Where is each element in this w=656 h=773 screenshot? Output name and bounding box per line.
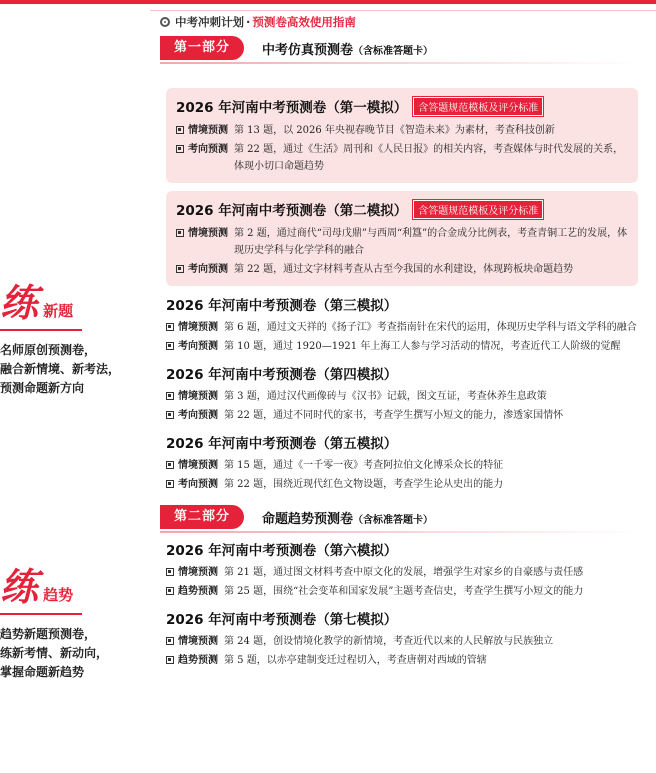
paper-block [166,363,638,424]
paper-item [166,652,638,669]
item-label-text: 考向预测 [188,144,228,155]
item-label [176,261,228,278]
item-text: 第 22 题，通过不同时代的家书，考查学生撰写小短文的能力，渗透家国情怀 [224,410,564,421]
top-red-bar [0,0,656,4]
item-label [166,319,218,336]
part-note: （含标准答题卡） [353,514,434,526]
paper-title [176,96,628,116]
item-label [166,652,218,669]
plan-subtitle: 预测卷高效使用指南 [252,15,356,29]
part-note: （含标准答题卡） [353,45,434,57]
sidebar-line: 融合新情境、新考法， [0,362,121,376]
item-label-text: 趋势预测 [178,586,218,597]
item-text: 第 5 题，以赤亭建制变迁过程切入，考查唐朝对西域的管辖 [224,655,487,666]
main-content [160,14,640,671]
square-bullet-icon [166,323,174,331]
part-label: 第一部分 [160,36,244,60]
square-bullet-icon [166,342,174,350]
square-bullet-icon [176,126,184,134]
item-label-text: 情境预测 [178,391,218,402]
square-bullet-icon [166,461,174,469]
item-label [176,122,228,139]
item-text: 第 2 题，通过商代“司母戊鼎”与西周“利簋”的合金成分比例表，考查青铜工艺的发展，体现历史学科与化学学科的融合 [234,228,628,256]
target-icon [160,17,170,27]
item-text: 第 21 题，通过图文材料考查中原文化的发展，增强学生对家乡的自豪感与责任感 [224,567,584,578]
sidebar-line: 掌握命题新趋势 [0,665,85,679]
item-label [166,633,218,650]
item-label-text: 考向预测 [188,264,228,275]
item-label-text: 情境预测 [178,322,218,333]
part-underline [160,531,640,533]
sidebar-block-trend [0,556,150,682]
square-bullet-icon [166,480,174,488]
item-label [166,407,218,424]
paper-item [166,407,638,424]
part-label: 第二部分 [160,505,244,529]
paper-item [166,388,638,405]
paper-item [166,476,638,493]
item-label-text: 考向预测 [178,341,218,352]
part-title-text: 中考仿真预测卷 [262,42,354,58]
sidebar-line: 名师原创预测卷， [0,343,97,357]
paper-badge: 含答题规范模板及评分标准 [413,97,543,116]
item-text: 第 25 题，围绕“社会变革和国家发展”主题考查信史，考查学生撰写小短文的能力 [224,586,584,597]
paper-title: 2026 年河南中考预测卷（第四模拟） [166,367,398,383]
paper-item [166,564,638,581]
sidebar-underline [0,613,82,615]
paper-item [166,633,638,650]
paper-badge: 含答题规范模板及评分标准 [413,200,543,219]
item-label [166,388,218,405]
item-text: 第 10 题，通过 1920—1921 年上海工人参与学习活动的情况，考查近代工人阶级的觉醒 [224,341,621,352]
item-text: 第 22 题，通过《生活》周刊和《人民日报》的相关内容，考查媒体与时代发展的关系，体现小切口命题趋势 [234,144,624,172]
paper-item [176,261,628,278]
sidebar-big-char: 练 [0,564,37,609]
item-label-text: 情境预测 [188,228,228,239]
item-label-text: 考向预测 [178,410,218,421]
paper-title: 2026 年河南中考预测卷（第七模拟） [166,612,398,628]
item-text: 第 6 题，通过文天祥的《扬子江》考查指南针在宋代的运用，体现历史学科与语文学科的融合 [224,322,637,333]
part-one-header [160,36,640,60]
square-bullet-icon [166,568,174,576]
item-text: 第 22 题，围绕近现代红色文物设题，考查学生论从史出的能力 [224,479,504,490]
item-label [176,141,228,175]
item-label [166,564,218,581]
item-text: 第 13 题，以 2026 年央视春晚节目《智造未来》为素材，考查科技创新 [234,125,555,136]
sidebar-line: 趋势新题预测卷， [0,627,97,641]
square-bullet-icon [176,145,184,153]
paper-item [176,122,628,139]
item-text: 第 22 题，通过文字材料考查从古至今我国的水利建设，体现跨板块命题趋势 [234,264,574,275]
paper-card [166,88,638,183]
sidebar-underline [0,329,82,331]
square-bullet-icon [166,392,174,400]
square-bullet-icon [166,411,174,419]
sidebar-tag: 趋势 [43,586,74,604]
part-title [262,39,433,58]
square-bullet-icon [166,637,174,645]
item-label-text: 考向预测 [178,479,218,490]
item-label-text: 情境预测 [188,125,228,136]
item-label [166,583,218,600]
plan-header [160,14,640,30]
item-label [166,476,218,493]
paper-title: 2026 年河南中考预测卷（第五模拟） [166,436,398,452]
paper-item [166,319,638,336]
paper-item [166,457,638,474]
plan-title: 中考冲刺计划 [175,15,244,29]
paper-card [166,191,638,286]
paper-block [166,608,638,669]
paper-block [166,432,638,493]
sidebar-tag: 新题 [43,302,74,320]
item-label [166,338,218,355]
item-label-text: 情境预测 [178,567,218,578]
plan-separator: · [246,15,251,29]
paper-title-text: 2026 年河南中考预测卷（第一模拟） [176,100,408,116]
paper-item [176,225,628,259]
item-text: 第 15 题，通过《一千零一夜》考查阿拉伯文化博采众长的特征 [224,460,504,471]
sidebar-block-new [0,272,150,398]
square-bullet-icon [176,229,184,237]
top-divider [150,10,656,11]
part-title-text: 命题趋势预测卷 [262,511,354,527]
square-bullet-icon [166,587,174,595]
item-label-text: 情境预测 [178,460,218,471]
paper-title-text: 2026 年河南中考预测卷（第二模拟） [176,203,408,219]
square-bullet-icon [166,656,174,664]
part-underline [160,62,640,64]
square-bullet-icon [176,265,184,273]
item-label-text: 情境预测 [178,636,218,647]
item-label-text: 趋势预测 [178,655,218,666]
part-two-header [160,505,640,529]
sidebar-big-char: 练 [0,280,37,325]
paper-item [166,583,638,600]
item-label [176,225,228,259]
item-text: 第 3 题，通过汉代画像砖与《汉书》记载，图文互证，考查休养生息政策 [224,391,547,402]
paper-item [176,141,628,175]
part-title [262,508,433,527]
sidebar-line: 练新考情、新动向， [0,646,109,660]
paper-block [166,294,638,355]
paper-title: 2026 年河南中考预测卷（第三模拟） [166,298,398,314]
item-text: 第 24 题，创设情境化教学的新情境，考查近代以来的人民解放与民族独立 [224,636,554,647]
paper-item [166,338,638,355]
paper-block [166,539,638,600]
item-label [166,457,218,474]
paper-title: 2026 年河南中考预测卷（第六模拟） [166,543,398,559]
paper-title [176,199,628,219]
sidebar-line: 预测命题新方向 [0,381,85,395]
